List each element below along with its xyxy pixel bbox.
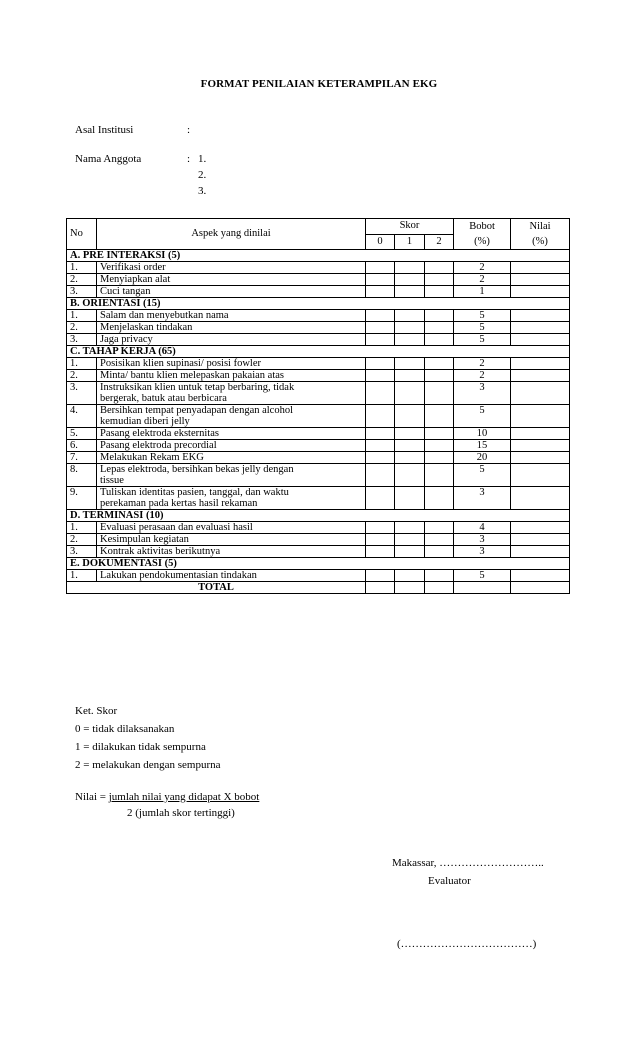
header-skor: Skor <box>366 219 454 235</box>
table-row <box>67 440 570 452</box>
keterangan-item: 2 = melakukan dengan sempurna <box>75 759 221 771</box>
skor-2-cell <box>425 522 454 534</box>
aspek-line: Minta/ bantu klien melepaskan pakaian atas <box>100 370 284 381</box>
row-aspek <box>97 534 366 546</box>
row-aspek <box>97 310 366 322</box>
header-aspek: Aspek yang dinilai <box>97 219 366 250</box>
row-aspek <box>97 522 366 534</box>
nama-anggota-label: Nama Anggota <box>75 153 142 165</box>
aspek-line: bergerak, batuk atau berbicara <box>100 393 227 404</box>
aspek-line: Evaluasi perasaan dan evaluasi hasil <box>100 522 253 533</box>
row-bobot: 5 <box>454 310 511 322</box>
skor-2-cell <box>425 310 454 322</box>
row-no: 3. <box>67 286 97 298</box>
table-row <box>67 405 570 428</box>
nilai-cell <box>511 358 570 370</box>
skor-0-cell <box>366 487 395 510</box>
aspek-line: Verifikasi order <box>100 262 166 273</box>
skor-0-cell <box>366 546 395 558</box>
aspek-line: tissue <box>100 475 124 486</box>
row-no: 8. <box>67 464 97 487</box>
nama-anggota-separator: : <box>187 153 191 165</box>
skor-2-cell <box>425 452 454 464</box>
skor-1-cell <box>395 286 425 298</box>
section-title: A. PRE INTERAKSI (5) <box>67 250 570 262</box>
nilai-cell <box>511 522 570 534</box>
aspek-line: Menyiapkan alat <box>100 274 171 285</box>
section-title: C. TAHAP KERJA (65) <box>67 346 570 358</box>
row-bobot: 3 <box>454 534 511 546</box>
assessment-table <box>66 218 570 594</box>
table-row <box>67 322 570 334</box>
nilai-cell <box>511 322 570 334</box>
keterangan-item: 1 = dilakukan tidak sempurna <box>75 741 206 753</box>
section-title: E. DOKUMENTASI (5) <box>67 558 570 570</box>
aspek-line: Posisikan klien supinasi/ posisi fowler <box>100 358 261 369</box>
row-no: 3. <box>67 546 97 558</box>
row-aspek <box>97 274 366 286</box>
table-row <box>67 570 570 582</box>
skor-0-cell <box>366 370 395 382</box>
header-skor-2: 2 <box>425 234 454 250</box>
skor-2-cell <box>425 546 454 558</box>
skor-1-cell <box>395 405 425 428</box>
row-aspek <box>97 570 366 582</box>
row-no: 1. <box>67 358 97 370</box>
row-no: 1. <box>67 262 97 274</box>
row-no: 3. <box>67 334 97 346</box>
row-no: 9. <box>67 487 97 510</box>
row-no: 1. <box>67 522 97 534</box>
skor-2-cell <box>425 487 454 510</box>
table-row <box>67 310 570 322</box>
row-no: 2. <box>67 534 97 546</box>
signature-place: Makassar, ……………………….. <box>392 857 544 869</box>
section-row <box>67 346 570 358</box>
skor-1-cell <box>395 440 425 452</box>
row-bobot: 2 <box>454 358 511 370</box>
nilai-cell <box>511 452 570 464</box>
table-row <box>67 358 570 370</box>
table-row <box>67 274 570 286</box>
row-bobot: 3 <box>454 487 511 510</box>
skor-1-cell <box>395 487 425 510</box>
row-no: 3. <box>67 382 97 405</box>
section-title: D. TERMINASI (10) <box>67 510 570 522</box>
asal-institusi-separator: : <box>187 124 191 136</box>
skor-1-cell <box>395 322 425 334</box>
skor-1-cell <box>395 570 425 582</box>
header-no: No <box>67 219 97 250</box>
skor-2-cell <box>425 370 454 382</box>
aspek-line: Lakukan pendokumentasian tindakan <box>100 570 257 581</box>
row-no: 6. <box>67 440 97 452</box>
skor-2-cell <box>425 286 454 298</box>
row-bobot: 5 <box>454 570 511 582</box>
skor-1-cell <box>395 358 425 370</box>
table-row <box>67 286 570 298</box>
nilai-cell <box>511 546 570 558</box>
row-aspek <box>97 262 366 274</box>
header-bobot: Bobot (%) <box>454 219 511 250</box>
skor-2-cell <box>425 570 454 582</box>
section-row <box>67 510 570 522</box>
skor-0-cell <box>366 534 395 546</box>
skor-0-cell <box>366 262 395 274</box>
table-row <box>67 334 570 346</box>
nilai-cell <box>511 286 570 298</box>
skor-0-cell <box>366 310 395 322</box>
skor-0-cell <box>366 440 395 452</box>
header-skor-1: 1 <box>395 234 425 250</box>
skor-2-cell <box>425 464 454 487</box>
row-bobot: 5 <box>454 334 511 346</box>
aspek-line: Cuci tangan <box>100 286 151 297</box>
row-aspek <box>97 487 366 510</box>
row-aspek <box>97 334 366 346</box>
skor-1-cell <box>395 522 425 534</box>
row-no: 2. <box>67 322 97 334</box>
header-skor-0: 0 <box>366 234 395 250</box>
row-no: 5. <box>67 428 97 440</box>
section-row <box>67 250 570 262</box>
row-aspek <box>97 322 366 334</box>
row-aspek <box>97 382 366 405</box>
table-row <box>67 262 570 274</box>
formula-numerator: jumlah nilai yang didapat X bobot <box>108 791 260 803</box>
aspek-line: Jaga privacy <box>100 334 153 345</box>
row-aspek <box>97 428 366 440</box>
section-title: B. ORIENTASI (15) <box>67 298 570 310</box>
row-aspek <box>97 546 366 558</box>
skor-2-cell <box>425 274 454 286</box>
skor-1-cell <box>395 464 425 487</box>
aspek-line: Pasang elektroda eksternitas <box>100 428 219 439</box>
asal-institusi-label: Asal Institusi <box>75 124 134 136</box>
row-bobot: 3 <box>454 382 511 405</box>
bobot-total-cell <box>454 582 511 594</box>
table-row <box>67 452 570 464</box>
row-no: 1. <box>67 570 97 582</box>
row-bobot: 2 <box>454 370 511 382</box>
row-no: 2. <box>67 274 97 286</box>
skor-0-cell <box>366 522 395 534</box>
row-bobot: 15 <box>454 440 511 452</box>
row-no: 7. <box>67 452 97 464</box>
row-bobot: 3 <box>454 546 511 558</box>
nilai-cell <box>511 464 570 487</box>
nilai-cell <box>511 262 570 274</box>
skor-0-cell <box>366 382 395 405</box>
row-no: 1. <box>67 310 97 322</box>
row-bobot: 5 <box>454 322 511 334</box>
anggota-item: 1. <box>198 153 207 165</box>
header-nilai: Nilai (%) <box>511 219 570 250</box>
row-aspek <box>97 286 366 298</box>
skor-1-cell <box>395 546 425 558</box>
nilai-cell <box>511 428 570 440</box>
skor-0-cell <box>366 570 395 582</box>
aspek-line: Pasang elektroda precordial <box>100 440 217 451</box>
table-row <box>67 522 570 534</box>
skor-2-cell <box>425 534 454 546</box>
total-label: TOTAL <box>67 582 366 594</box>
skor-0-cell <box>366 358 395 370</box>
row-aspek <box>97 358 366 370</box>
table-row <box>67 534 570 546</box>
anggota-item: 2. <box>198 169 207 181</box>
skor-0-cell <box>366 464 395 487</box>
aspek-line: Lepas elektroda, bersihkan bekas jelly dengan <box>100 464 294 475</box>
skor-1-cell <box>395 370 425 382</box>
skor-2-cell <box>425 428 454 440</box>
nilai-cell <box>511 534 570 546</box>
skor-2-cell <box>425 405 454 428</box>
formula-prefix: Nilai = <box>75 791 109 803</box>
signature-blank: (………………………………) <box>397 938 537 950</box>
nilai-cell <box>511 405 570 428</box>
nilai-cell <box>511 382 570 405</box>
nilai-cell <box>511 440 570 452</box>
section-row <box>67 558 570 570</box>
aspek-line: perekaman pada kertas hasil rekaman <box>100 498 258 509</box>
aspek-line: Kesimpulan kegiatan <box>100 534 189 545</box>
skor-1-cell <box>395 262 425 274</box>
table-row <box>67 487 570 510</box>
skor-1-cell <box>395 452 425 464</box>
aspek-line: Bersihkan tempat penyadapan dengan alcohol <box>100 405 294 416</box>
formula-denominator: 2 (jumlah skor tertinggi) <box>127 807 235 819</box>
row-bobot: 4 <box>454 522 511 534</box>
aspek-line: Tuliskan identitas pasien, tanggal, dan waktu <box>100 487 289 498</box>
skor-2-cell <box>425 358 454 370</box>
row-aspek <box>97 440 366 452</box>
row-bobot: 20 <box>454 452 511 464</box>
aspek-line: Instruksikan klien untuk tetap berbaring, tidak <box>100 382 295 393</box>
row-aspek <box>97 464 366 487</box>
nilai-total-cell <box>511 582 570 594</box>
nilai-cell <box>511 370 570 382</box>
nilai-cell <box>511 570 570 582</box>
row-aspek <box>97 452 366 464</box>
page-title: FORMAT PENILAIAN KETERAMPILAN EKG <box>200 78 438 90</box>
row-aspek <box>97 405 366 428</box>
skor-1-cell <box>395 274 425 286</box>
aspek-line: Melakukan Rekam EKG <box>100 452 204 463</box>
skor-1-cell <box>395 428 425 440</box>
skor-0-cell <box>366 286 395 298</box>
skor-0-cell <box>366 582 395 594</box>
row-bobot: 5 <box>454 464 511 487</box>
table-row <box>67 370 570 382</box>
skor-1-cell <box>395 334 425 346</box>
aspek-line: Kontrak aktivitas berikutnya <box>100 546 221 557</box>
skor-2-cell <box>425 334 454 346</box>
skor-2-cell <box>425 262 454 274</box>
skor-1-cell <box>395 310 425 322</box>
section-row <box>67 298 570 310</box>
skor-1-cell <box>395 382 425 405</box>
row-bobot: 2 <box>454 274 511 286</box>
row-bobot: 10 <box>454 428 511 440</box>
row-bobot: 1 <box>454 286 511 298</box>
nilai-cell <box>511 310 570 322</box>
table-row <box>67 464 570 487</box>
row-bobot: 5 <box>454 405 511 428</box>
row-bobot: 2 <box>454 262 511 274</box>
table-row <box>67 428 570 440</box>
skor-0-cell <box>366 452 395 464</box>
skor-0-cell <box>366 334 395 346</box>
skor-2-cell <box>425 382 454 405</box>
table-row <box>67 382 570 405</box>
skor-2-cell <box>425 440 454 452</box>
skor-1-cell <box>395 534 425 546</box>
skor-0-cell <box>366 322 395 334</box>
table-row <box>67 546 570 558</box>
row-no: 4. <box>67 405 97 428</box>
anggota-item: 3. <box>198 185 207 197</box>
aspek-line: Salam dan menyebutkan nama <box>100 310 229 321</box>
nilai-cell <box>511 487 570 510</box>
nilai-cell <box>511 334 570 346</box>
keterangan-item: 0 = tidak dilaksanakan <box>75 723 175 735</box>
nilai-cell <box>511 274 570 286</box>
skor-0-cell <box>366 428 395 440</box>
signature-role: Evaluator <box>428 875 471 887</box>
row-aspek <box>97 370 366 382</box>
total-row <box>67 582 570 594</box>
skor-2-cell <box>425 582 454 594</box>
skor-1-cell <box>395 582 425 594</box>
skor-0-cell <box>366 274 395 286</box>
row-no: 2. <box>67 370 97 382</box>
aspek-line: kemudian diberi jelly <box>100 416 190 427</box>
aspek-line: Menjelaskan tindakan <box>100 322 193 333</box>
keterangan-title: Ket. Skor <box>75 705 118 717</box>
skor-0-cell <box>366 405 395 428</box>
skor-2-cell <box>425 322 454 334</box>
